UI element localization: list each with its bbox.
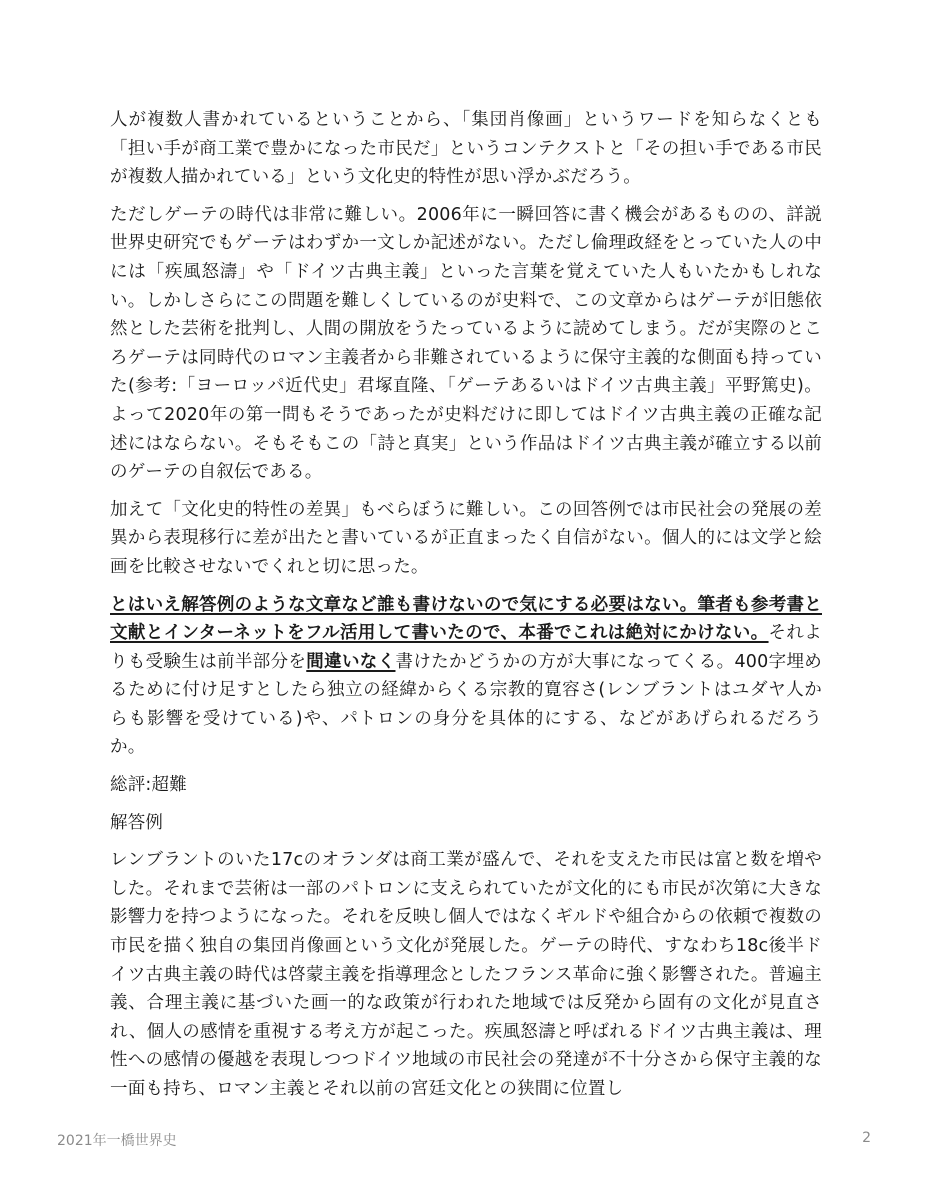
paragraph-1: 人が複数人書かれているということから、「集団肖像画」というワードを知らなくとも「担い手が商工業で豊かになった市民だ」というコンテクストと「その担い手である市民が複数人描かれている」という文化史的特性が思い浮かぶだろう。 (110, 110, 822, 188)
footer-title: 2021年一橋世界史 (57, 1133, 177, 1149)
document-body (110, 106, 822, 1113)
answer-example-text: レンブラントのいた17cのオランダは商工業が盛んで、それを支えた市民は富と数を増やした。それまで芸術は一部のパトロンに支えられていたが文化的にも市民が次第に大きな影響力を持つようになった。それを反映し個人ではなくギルドや組合からの依頼で複数の市民を描く独自の集団肖像画という文化が発展した。ゲーテの時代、すなわち18c後半ドイツ古典主義の時代は啓蒙主義を指導理念としたフランス革命に強く影響された。普遍主義、合理主義に基づいた画一的な政策が行われた地域では反発から固有の文化が見直され、個人の感情を重視する考え方が起こった。疾風怒濤と呼ばれるドイツ古典主義は、理性への感情の優越を表現しつつドイツ地域の市民社会の発達が不十分さから保守主義的な一面も持ち、ロマン主義とそれ以前の宮廷文化との狭間に位置し (110, 850, 822, 1099)
answer-example-heading: 解答例 (110, 812, 164, 833)
paragraph-4 (110, 591, 822, 763)
page-number: 2 (862, 1130, 871, 1146)
emphasis-text-1: とはいえ解答例のような文章など誰も書けないので気にする必要はない。筆者も参考書と文献とインターネットをフル活用して書いたので、本番でこれは絶対にかけない。 (110, 594, 822, 644)
paragraph-2: ただしゲーテの時代は非常に難しい。2006年に一瞬回答に書く機会があるものの、詳説世界史研究でもゲーテはわずか一文しか記述がない。ただし倫理政経をとっていた人の中には「疾風怒濤」や「ドイツ古典主義」といった言葉を覚えていた人もいたかもしれない。しかしさらにこの問題を難しくしているのが史料で、この文章からはゲーテが旧態依然とした芸術を批判し、人間の開放をうたっているように読めてしまう。だが実際のところゲーテは同時代のロマン主義者から非難されているように保守主義的な側面も持っていた(参考:「ヨーロッパ近代史」君塚直隆、「ゲーテあるいはドイツ古典主義」平野篤史)。よって2020年の第一問もそうであったが史料だけに即してはドイツ古典主義の正確な記述にはならない。そもそもこの「詩と真実」という作品はドイツ古典主義が確立する以前のゲーテの自叙伝である。 (110, 204, 822, 483)
paragraph-4-text-2: 書けたかどうかの方が大事になってくる。400字埋めるために付け足すとしたら独立の経緯からくる宗教的寛容さ(レンブラントはユダヤ人からも影響を受けている)や、パトロンの身分を具体的にする、などがあげられるだろうか。 (110, 651, 823, 758)
emphasis-text-2: 間違いなく (306, 651, 396, 672)
overall-rating: 総評:超難 (110, 775, 187, 796)
paragraph-3: 加えて「文化史的特性の差異」もべらぼうに難しい。この回答例では市民社会の発展の差異から表現移行に差が出たと書いているが正直まったく自信がない。個人的には文学と絵画を比較させないでくれと切に思った。 (110, 499, 822, 577)
paragraph-4-text-1: それよりも受験生は前半部分を (110, 623, 822, 672)
